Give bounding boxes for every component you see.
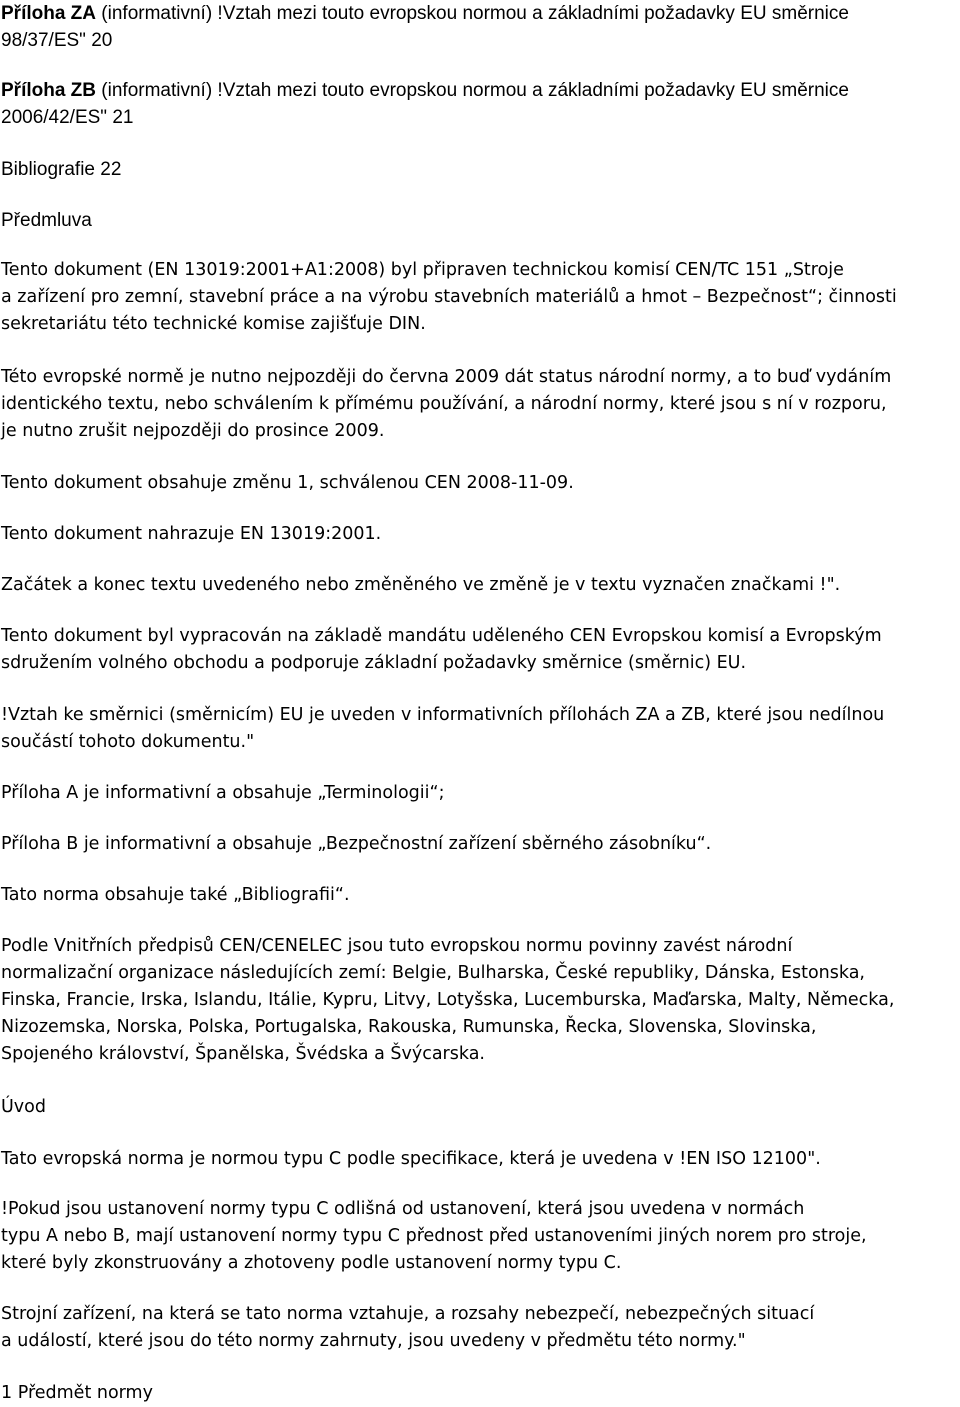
foreword-p1-line2: a zařízení pro zemní, stavební práce a na výrobu stavebních materiálů a hmot – Bezpečnost“; činnosti	[1, 287, 897, 307]
foreword-p9: Příloha B je informativní a obsahuje „Bezpečnostní zařízení sběrného zásobníku“.	[1, 834, 712, 854]
intro-p2-line3: které byly zkonstruovány a zhotoveny podle ustanovení normy typu C.	[1, 1253, 622, 1273]
section-1-heading: 1 Předmět normy	[1, 1383, 153, 1403]
foreword-p5: Začátek a konec textu uvedeného nebo změněného ve změně je v textu vyznačen značkami !".	[1, 575, 841, 595]
foreword-p6-line2: sdružením volného obchodu a podporuje základní požadavky směrnice (směrnic) EU.	[1, 653, 747, 673]
introduction-heading: Úvod	[1, 1097, 46, 1117]
toc-annex-zb-title: (informativní) !Vztah mezi touto evropskou normou a základními požadavky EU směrnice	[96, 80, 849, 101]
toc-annex-za-line2: 98/37/ES" 20	[1, 30, 113, 51]
intro-p3-line1: Strojní zařízení, na která se tato norma vztahuje, a rozsahy nebezpečí, nebezpečných situací	[1, 1304, 815, 1324]
toc-annex-za-line1	[1, 0, 849, 27]
foreword-p1-line1: Tento dokument (EN 13019:2001+A1:2008) byl připraven technickou komisí CEN/TC 151 „Stroje	[1, 260, 844, 280]
toc-annex-zb-line2: 2006/42/ES" 21	[1, 107, 134, 128]
foreword-p11-line5: Spojeného království, Španělska, Švédska a Švýcarska.	[1, 1044, 485, 1064]
toc-annex-zb-label: Příloha ZB	[1, 80, 97, 101]
toc-annex-za-label: Příloha ZA	[1, 3, 97, 24]
foreword-p2-line3: je nutno zrušit nejpozději do prosince 2009.	[1, 421, 385, 441]
foreword-p6-line1: Tento dokument byl vypracován na základě mandátu uděleného CEN Evropskou komisí a Evropským	[1, 626, 882, 646]
intro-p1: Tato evropská norma je normou typu C podle specifikace, která je uvedena v !EN ISO 12100".	[1, 1149, 821, 1169]
intro-p3-line2: a událostí, které jsou do této normy zahrnuty, jsou uvedeny v předmětu této normy."	[1, 1331, 746, 1351]
foreword-p4: Tento dokument nahrazuje EN 13019:2001.	[1, 524, 382, 544]
foreword-p11-line2: normalizační organizace následujících zemí: Belgie, Bulharska, České republiky, Dánska, Estonska,	[1, 963, 865, 983]
foreword-p11-line4: Nizozemska, Norska, Polska, Portugalska, Rakouska, Rumunska, Řecka, Slovenska, Slovinska,	[1, 1017, 817, 1037]
toc-annex-zb-line1	[1, 77, 849, 104]
foreword-p11-line1: Podle Vnitřních předpisů CEN/CENELEC jsou tuto evropskou normu povinny zavést národní	[1, 936, 793, 956]
foreword-p2-line1: Této evropské normě je nutno nejpozději do června 2009 dát status národní normy, a to buď vydáním	[1, 367, 892, 387]
intro-p2-line1: !Pokud jsou ustanovení normy typu C odlišná od ustanovení, která jsou uvedena v normách	[1, 1199, 805, 1219]
foreword-p8: Příloha A je informativní a obsahuje „Terminologii“;	[1, 783, 445, 803]
foreword-p11-line3: Finska, Francie, Irska, Islandu, Itálie, Kypru, Litvy, Lotyšska, Lucemburska, Maďarska, Malty, Německa,	[1, 990, 895, 1010]
toc-bibliography: Bibliografie 22	[1, 159, 122, 180]
foreword-p7-line1: !Vztah ke směrnici (směrnicím) EU je uveden v informativních přílohách ZA a ZB, které jsou nedílnou	[1, 705, 885, 725]
foreword-p10: Tato norma obsahuje také „Bibliografii“.	[1, 885, 350, 905]
foreword-p2-line2: identického textu, nebo schválením k přímému používání, a národní normy, které jsou s ní v rozporu,	[1, 394, 887, 414]
foreword-p3: Tento dokument obsahuje změnu 1, schválenou CEN 2008-11-09.	[1, 473, 574, 493]
foreword-p7-line2: součástí tohoto dokumentu."	[1, 732, 255, 752]
toc-annex-za-title: (informativní) !Vztah mezi touto evropskou normou a základními požadavky EU směrnice	[96, 3, 849, 24]
intro-p2-line2: typu A nebo B, mají ustanovení normy typu C přednost před ustanoveními jiných norem pro stroje,	[1, 1226, 867, 1246]
foreword-p1-line3: sekretariátu této technické komise zajišťuje DIN.	[1, 314, 426, 334]
foreword-heading: Předmluva	[1, 210, 92, 231]
